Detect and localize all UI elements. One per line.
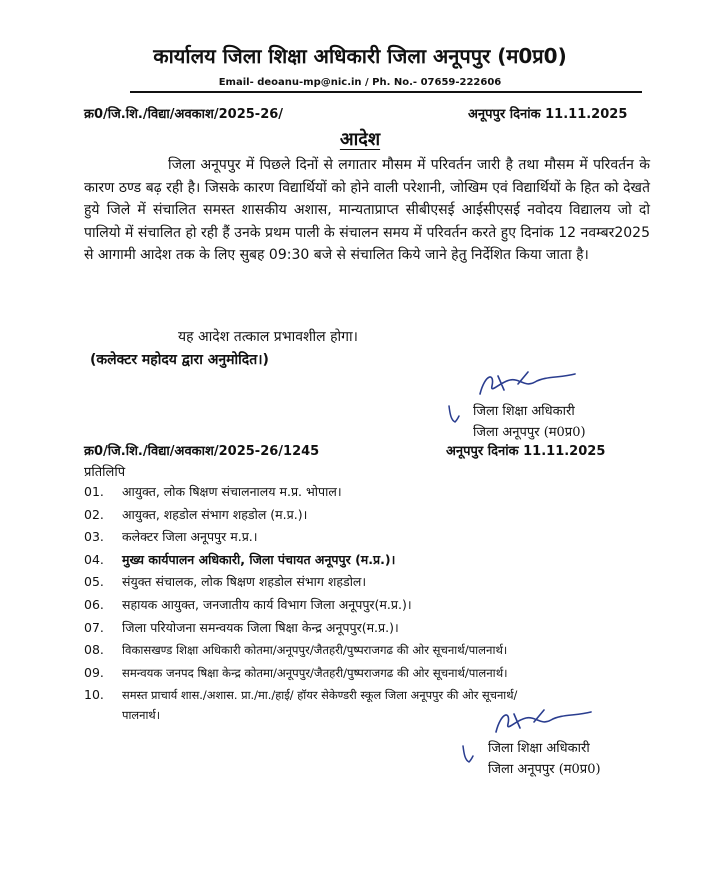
effective-statement: यह आदेश तत्काल प्रभावशील होगा। [178, 329, 358, 345]
list-item-number: 04. [84, 551, 104, 567]
order-reference: क्र0/जि.शि./विद्या/अवकाश/2025-26/ [84, 107, 284, 122]
list-item-text: समस्त प्राचार्य शास./अशास. प्रा./मा./हाई/ हॉयर सेकेण्डरी स्कूल जिला अनूपपुर की ओर सूचनार्थ/ [122, 688, 518, 703]
endorsement-reference: क्र0/जि.शि./विद्या/अवकाश/2025-26/1245 [84, 444, 320, 459]
list-item-text: समन्वयक जनपद षिक्षा केन्द्र कोतमा/अनूपपुर/जैतहरी/पुष्पराजगढ की ओर सूचनार्थ/पालनार्थ। [122, 665, 508, 680]
contact-line: Email- deoanu-mp@nic.in / Ph. No.- 07659-222606 [218, 77, 502, 88]
list-item-continuation: पालनार्थ। [122, 708, 161, 723]
order-body [84, 154, 650, 267]
order-heading-text: आदेश [339, 129, 381, 150]
approval-note: (कलेक्टर महोदय द्वारा अनुमोदित।) [90, 352, 269, 368]
tick-mark [446, 402, 460, 426]
list-item-text: मुख्य कार्यपालन अधिकारी, जिला पंचायत अनूपपुर (म.प्र.)। [122, 551, 396, 567]
order-heading [0, 127, 720, 151]
list-item-number: 05. [84, 574, 104, 590]
list-item-number: 08. [84, 642, 104, 658]
list-item-number: 07. [84, 619, 104, 635]
signature-line-2: जिला अनूपपुर (म0प्र0) [488, 762, 601, 777]
list-item-text: आयुक्त, लोक षिक्षण संचालनालय म.प्र. भोपाल। [122, 484, 342, 499]
list-item [84, 662, 654, 685]
order-body-text: जिला अनूपपुर में पिछले दिनों से लगातार मौसम में परिवर्तन जारी है तथा मौसम में परिवर्तन के कारण ठण्ड बढ़ रही है। जिसके कारण विद्यार्थियों को होने वाली परेशानी, जोखिम एवं विद्यार्थियों के हित को देखते हुये जिले में संचालित समस्त शासकीय अशास, मान्यताप्राप्त सीबीएसई आईसीएसई नवोदय विद्यालय जो दो पालियो में संचालित हो रही हैं उनके प्रथम पाली के संचालन समय में परिवर्तन करते हुए दिनांक 12 नवम्बर2025 से आगामी आदेश तक के लिए सुबह 09:30 बजे से संचालित किये जाने हेतु निर्देशित किया जाता है। [84, 157, 650, 264]
signature-block-2 [456, 702, 656, 782]
signature-line-1: जिला शिक्षा अधिकारी [473, 404, 575, 419]
list-item [84, 526, 654, 549]
signature-line-2: जिला अनूपपुर (म0प्र0) [473, 425, 586, 440]
list-item-number: 09. [84, 664, 104, 680]
list-item [84, 549, 654, 572]
list-item [84, 571, 654, 594]
list-item-text: कलेक्टर जिला अनूपपुर म.प्र.। [122, 529, 258, 545]
copies-label: प्रतिलिपि [84, 465, 126, 480]
list-item [84, 617, 654, 640]
list-item-number: 01. [84, 484, 104, 499]
list-item-number: 02. [84, 506, 104, 522]
list-item-text: संयुक्त संचालक, लोक षिक्षण शहडोल संभाग शहडोल। [122, 574, 367, 590]
signature-scribble [440, 364, 640, 404]
list-item [84, 481, 654, 504]
tick-mark [460, 742, 474, 766]
list-item [84, 639, 654, 662]
list-item [84, 594, 654, 617]
list-item [84, 504, 654, 527]
endorsement-date: अनूपपुर दिनांक 11.11.2025 [446, 444, 606, 459]
header-rule [130, 91, 642, 93]
list-item-number: 06. [84, 596, 104, 612]
list-item-text: जिला परियोजना समन्वयक जिला षिक्षा केन्द्र अनूपपुर(म.प्र.)। [122, 619, 399, 635]
list-item-number: 10. [84, 687, 104, 703]
office-title: कार्यालय जिला शिक्षा अधिकारी जिला अनूपपुर (म0प्र0) [153, 44, 567, 68]
signature-line-1: जिला शिक्षा अधिकारी [488, 741, 590, 756]
copy-list [84, 481, 654, 728]
signature-scribble [456, 702, 656, 742]
list-item-text: सहायक आयुक्त, जनजातीय कार्य विभाग जिला अनूपपुर(म.प्र.)। [122, 596, 412, 612]
list-item-text: विकासखण्ड शिक्षा अधिकारी कोतमा/अनूपपुर/जैतहरी/पुष्पराजगढ की ओर सूचनार्थ/पालनार्थ। [122, 643, 508, 658]
order-date: अनूपपुर दिनांक 11.11.2025 [468, 107, 628, 122]
list-item-number: 03. [84, 529, 104, 545]
list-item-text: आयुक्त, शहडोल संभाग शहडोल (म.प्र.)। [122, 506, 308, 522]
signature-block-1 [440, 364, 640, 444]
